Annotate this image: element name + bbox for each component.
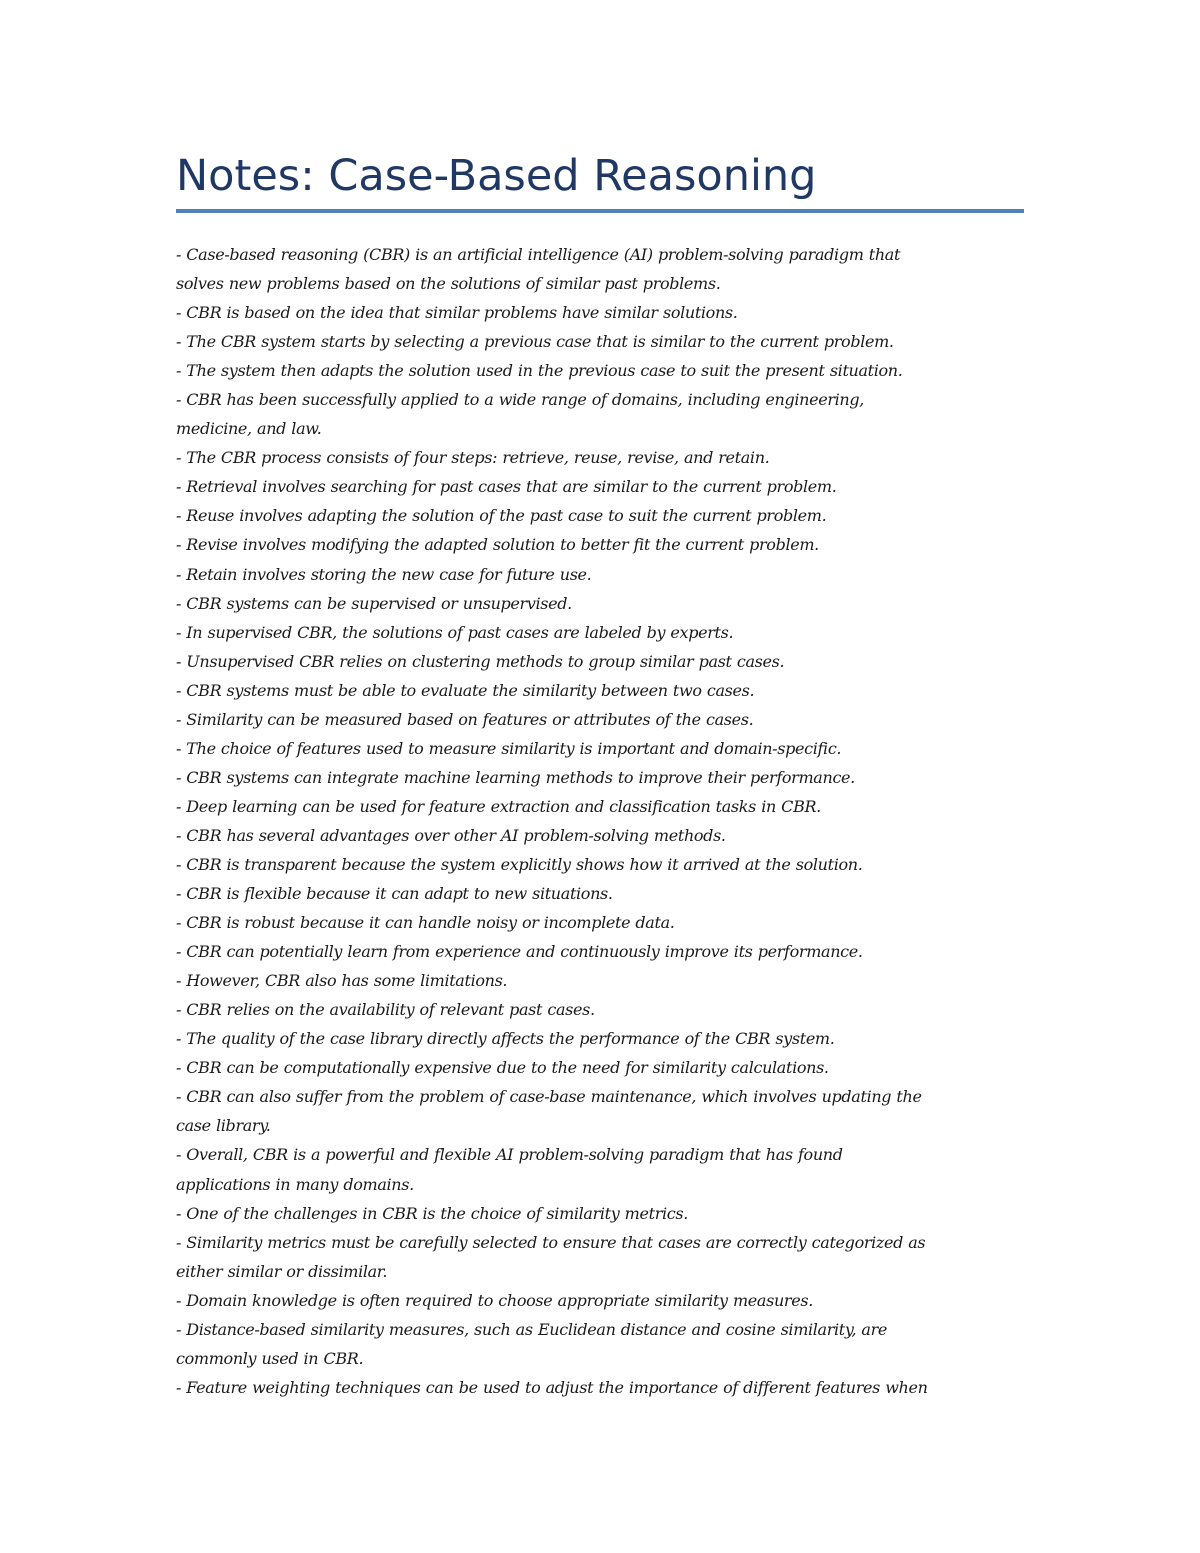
note-line: - The system then adapts the solution used in the previous case to suit the present situation.: [176, 361, 903, 381]
note-line: - CBR systems can integrate machine learning methods to improve their performance.: [176, 767, 855, 787]
note-line: - Unsupervised CBR relies on clustering methods to group similar past cases.: [176, 651, 785, 671]
note-line: - Reuse involves adapting the solution of the past case to suit the current problem.: [176, 506, 827, 526]
note-line: - CBR systems can be supervised or unsupervised.: [176, 593, 572, 613]
note-line: - CBR can potentially learn from experience and continuously improve its performance.: [176, 942, 863, 962]
note-line: - Similarity can be measured based on features or attributes of the cases.: [176, 709, 754, 729]
note-line: - CBR is based on the idea that similar problems have similar solutions.: [176, 303, 738, 323]
note-line: solves new problems based on the solutions of similar past problems.: [176, 274, 721, 294]
note-line: medicine, and law.: [176, 419, 322, 439]
note-line: - Retrieval involves searching for past cases that are similar to the current problem.: [176, 477, 837, 497]
note-line: - However, CBR also has some limitations.: [176, 971, 508, 991]
note-line: case library.: [176, 1116, 271, 1136]
note-line: - Feature weighting techniques can be used to adjust the importance of different features when: [176, 1377, 928, 1397]
note-line: - CBR systems must be able to evaluate the similarity between two cases.: [176, 680, 755, 700]
note-line: - Overall, CBR is a powerful and flexible AI problem-solving paradigm that has found: [176, 1145, 843, 1165]
note-line: - CBR has been successfully applied to a wide range of domains, including engineering,: [176, 390, 864, 410]
note-line: - Case-based reasoning (CBR) is an artificial intelligence (AI) problem-solving paradigm that: [176, 245, 901, 264]
note-line: - CBR relies on the availability of relevant past cases.: [176, 1000, 595, 1020]
note-line: - The CBR system starts by selecting a previous case that is similar to the current problem.: [176, 332, 894, 352]
note-line: - One of the challenges in CBR is the choice of similarity metrics.: [176, 1203, 688, 1223]
note-line: - Distance-based similarity measures, such as Euclidean distance and cosine similarity, are: [176, 1319, 888, 1339]
title-underline: [176, 209, 1024, 213]
note-line: commonly used in CBR.: [176, 1348, 364, 1368]
note-line: - CBR is transparent because the system explicitly shows how it arrived at the solution.: [176, 854, 863, 874]
note-line: - Revise involves modifying the adapted solution to better fit the current problem.: [176, 535, 819, 555]
note-line: - CBR can be computationally expensive due to the need for similarity calculations.: [176, 1058, 829, 1078]
note-line: - The CBR process consists of four steps: retrieve, reuse, revise, and retain.: [176, 448, 770, 468]
note-line: - In supervised CBR, the solutions of past cases are labeled by experts.: [176, 622, 734, 642]
note-line: - CBR is flexible because it can adapt to new situations.: [176, 884, 613, 904]
note-line: - Domain knowledge is often required to choose appropriate similarity measures.: [176, 1290, 813, 1310]
note-line: - Similarity metrics must be carefully selected to ensure that cases are correctly categorized as: [176, 1232, 926, 1252]
note-line: either similar or dissimilar.: [176, 1261, 388, 1281]
note-line: - The choice of features used to measure similarity is important and domain-specific.: [176, 738, 842, 758]
note-line: - CBR has several advantages over other AI problem-solving methods.: [176, 825, 726, 845]
notes-list: [176, 240, 1036, 1402]
note-line: applications in many domains.: [176, 1174, 414, 1194]
page-title: Notes: Case-Based Reasoning: [176, 151, 817, 201]
note-line: - The quality of the case library directly affects the performance of the CBR system.: [176, 1029, 835, 1049]
note-line: - Retain involves storing the new case for future use.: [176, 564, 592, 584]
note-line: - CBR can also suffer from the problem of case-base maintenance, which involves updating the: [176, 1087, 922, 1107]
note-line: - Deep learning can be used for feature extraction and classification tasks in CBR.: [176, 796, 821, 816]
note-line: - CBR is robust because it can handle noisy or incomplete data.: [176, 913, 675, 933]
